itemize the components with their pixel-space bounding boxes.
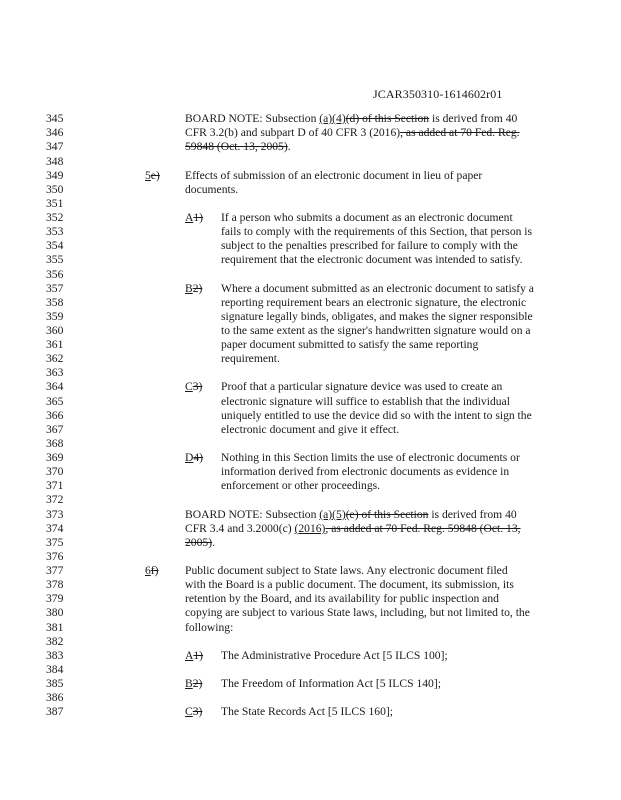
body-text: Where a document submitted as an electronic document to satisfy a xyxy=(221,282,534,295)
item-marker: A1) xyxy=(185,211,204,224)
item-marker: B2) xyxy=(185,677,203,690)
text-line xyxy=(0,225,621,238)
item-marker: C3) xyxy=(185,705,203,718)
body-text: The Freedom of Information Act [5 ILCS 140]; xyxy=(221,677,441,690)
text-line xyxy=(0,211,621,224)
text-line xyxy=(0,155,621,168)
text-line xyxy=(0,126,621,139)
text-line xyxy=(0,169,621,182)
item-marker: A1) xyxy=(185,649,204,662)
body-text: requirement that the electronic document was intended to satisfy. xyxy=(221,253,523,266)
line-number: 353 xyxy=(46,225,64,238)
line-number: 357 xyxy=(46,282,64,295)
line-number: 345 xyxy=(46,112,64,125)
text-line xyxy=(0,395,621,408)
board-note: BOARD NOTE: Subsection (a)(4)(d) of this Section is derived from 40 xyxy=(185,112,518,125)
body-text: Proof that a particular signature device was used to create an xyxy=(221,380,503,393)
body-text: to the same extent as the signer's handwritten signature would on a xyxy=(221,324,531,337)
line-number: 370 xyxy=(46,465,64,478)
body-text: copying are subject to various State laws, including, but not limited to, the xyxy=(185,606,530,619)
body-text: fails to comply with the requirements of this Section, that person is xyxy=(221,225,533,238)
text-line xyxy=(0,677,621,690)
line-number: 368 xyxy=(46,437,64,450)
line-number: 364 xyxy=(46,380,64,393)
line-number: 374 xyxy=(46,522,64,535)
body-text: electronic document and give it effect. xyxy=(221,423,400,436)
text-line xyxy=(0,197,621,210)
body-text: If a person who submits a document as an electronic document xyxy=(221,211,513,224)
text-line xyxy=(0,536,621,549)
line-number: 361 xyxy=(46,338,64,351)
text-line xyxy=(0,423,621,436)
body-text: signature legally binds, obligates, and makes the signer responsible xyxy=(221,310,533,323)
body-text: The Administrative Procedure Act [5 ILCS 100]; xyxy=(221,649,448,662)
subsection-marker: 6f) xyxy=(145,564,159,577)
text-line xyxy=(0,324,621,337)
text-line xyxy=(0,253,621,266)
line-number: 376 xyxy=(46,550,64,563)
text-line xyxy=(0,338,621,351)
line-number: 369 xyxy=(46,451,64,464)
body-text: 59848 (Oct. 13, 2005). xyxy=(185,140,291,153)
item-marker: C3) xyxy=(185,380,203,393)
text-line xyxy=(0,592,621,605)
body-text: with the Board is a public document. The document, its submission, its xyxy=(185,578,514,591)
text-line xyxy=(0,522,621,535)
text-line xyxy=(0,380,621,393)
line-number: 380 xyxy=(46,606,64,619)
text-line xyxy=(0,649,621,662)
text-line xyxy=(0,508,621,521)
text-line xyxy=(0,409,621,422)
line-number: 385 xyxy=(46,677,64,690)
body-text: CFR 3.2(b) and subpart D of 40 CFR 3 (2016), as added at 70 Fed. Reg. xyxy=(185,126,520,139)
text-line xyxy=(0,691,621,704)
line-number: 377 xyxy=(46,564,64,577)
text-line xyxy=(0,310,621,323)
line-number: 355 xyxy=(46,253,64,266)
line-number: 386 xyxy=(46,691,64,704)
line-number: 366 xyxy=(46,409,64,422)
body-text: reporting requirement bears an electronic signature, the electronic xyxy=(221,296,527,309)
line-number: 375 xyxy=(46,536,64,549)
text-line xyxy=(0,366,621,379)
text-line xyxy=(0,268,621,281)
line-number: 365 xyxy=(46,395,64,408)
line-number: 358 xyxy=(46,296,64,309)
text-line xyxy=(0,663,621,676)
line-number: 352 xyxy=(46,211,64,224)
body-text: The State Records Act [5 ILCS 160]; xyxy=(221,705,393,718)
subsection-marker: 5e) xyxy=(145,169,160,182)
line-number: 384 xyxy=(46,663,64,676)
line-number: 347 xyxy=(46,140,64,153)
body-text: subject to the penalties prescribed for failure to comply with the xyxy=(221,239,518,252)
line-number: 359 xyxy=(46,310,64,323)
line-number: 371 xyxy=(46,479,64,492)
body-text: paper document submitted to satisfy the same reporting xyxy=(221,338,479,351)
line-number: 367 xyxy=(46,423,64,436)
text-line xyxy=(0,239,621,252)
text-line xyxy=(0,705,621,718)
body-text: requirement. xyxy=(221,352,280,365)
subsection-heading: Effects of submission of an electronic document in lieu of paper xyxy=(185,169,483,182)
body-text: Nothing in this Section limits the use of electronic documents or xyxy=(221,451,520,464)
line-number: 351 xyxy=(46,197,64,210)
line-number: 356 xyxy=(46,268,64,281)
line-number: 378 xyxy=(46,578,64,591)
line-number: 387 xyxy=(46,705,64,718)
text-line xyxy=(0,140,621,153)
body-text: retention by the Board, and its availability for public inspection and xyxy=(185,592,499,605)
line-number: 346 xyxy=(46,126,64,139)
line-number: 363 xyxy=(46,366,64,379)
text-line xyxy=(0,635,621,648)
text-line xyxy=(0,352,621,365)
line-number: 383 xyxy=(46,649,64,662)
text-line xyxy=(0,112,621,125)
line-number: 382 xyxy=(46,635,64,648)
item-marker: D4) xyxy=(185,451,204,464)
text-line xyxy=(0,493,621,506)
body-text: enforcement or other proceedings. xyxy=(221,479,381,492)
text-line xyxy=(0,578,621,591)
text-line xyxy=(0,564,621,577)
item-marker: B2) xyxy=(185,282,203,295)
body-text: Public document subject to State laws. Any electronic document filed xyxy=(185,564,508,577)
line-number: 348 xyxy=(46,155,64,168)
text-line xyxy=(0,465,621,478)
line-number: 372 xyxy=(46,493,64,506)
body-text: CFR 3.4 and 3.2000(c) (2016), as added at 70 Fed. Reg. 59848 (Oct. 13, xyxy=(185,522,521,535)
line-number: 373 xyxy=(46,508,64,521)
body-text: uniquely entitled to use the device did so with the intent to sign the xyxy=(221,409,532,422)
body-text: 2005). xyxy=(185,536,215,549)
board-note: BOARD NOTE: Subsection (a)(5)(e) of this Section is derived from 40 xyxy=(185,508,517,521)
text-line xyxy=(0,437,621,450)
body-text: following: xyxy=(185,621,234,634)
text-line xyxy=(0,550,621,563)
text-line xyxy=(0,479,621,492)
body-text: information derived from electronic documents as evidence in xyxy=(221,465,510,478)
line-number: 354 xyxy=(46,239,64,252)
line-number: 360 xyxy=(46,324,64,337)
line-number: 381 xyxy=(46,621,64,634)
line-number: 379 xyxy=(46,592,64,605)
text-line xyxy=(0,296,621,309)
text-line xyxy=(0,183,621,196)
document-id: JCAR350310-1614602r01 xyxy=(373,87,503,101)
body-text: documents. xyxy=(185,183,239,196)
text-line xyxy=(0,621,621,634)
line-number: 349 xyxy=(46,169,64,182)
text-line xyxy=(0,606,621,619)
line-number: 350 xyxy=(46,183,64,196)
text-line xyxy=(0,451,621,464)
line-number: 362 xyxy=(46,352,64,365)
text-line xyxy=(0,282,621,295)
body-text: electronic signature will suffice to establish that the individual xyxy=(221,395,510,408)
